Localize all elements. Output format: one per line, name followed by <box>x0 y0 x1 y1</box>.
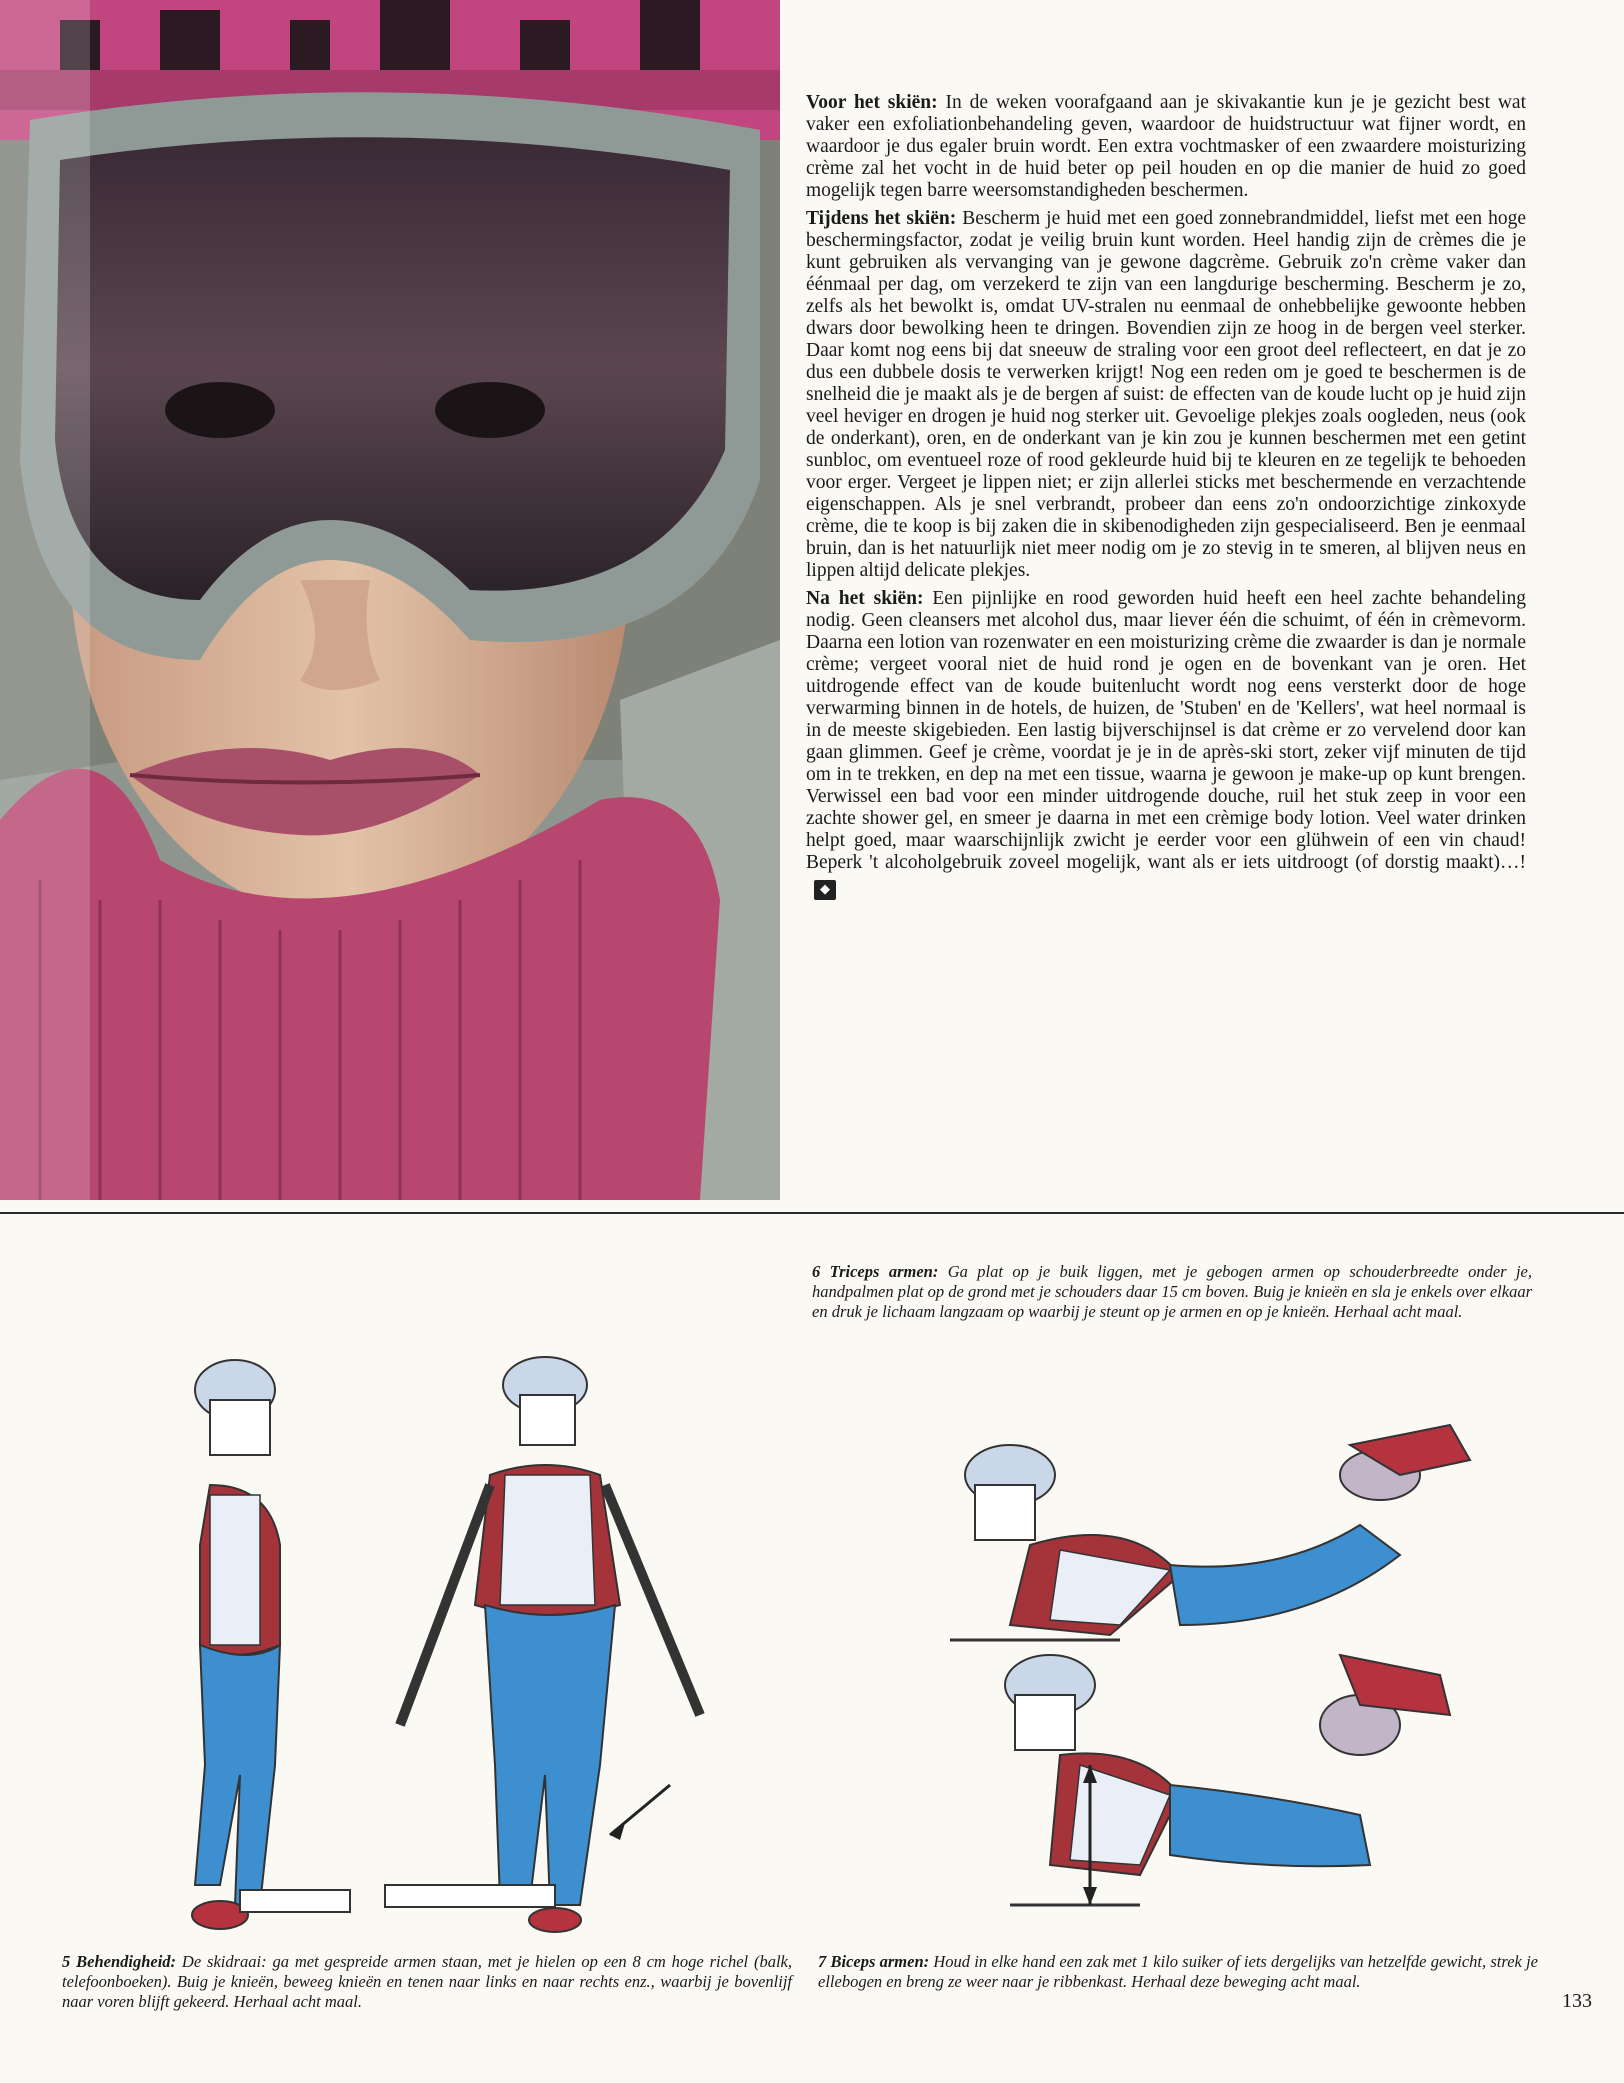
caption-triceps-title: 6 Triceps armen: <box>812 1262 939 1281</box>
section-divider <box>0 1212 1624 1214</box>
cat-logo-icon: ◆ <box>814 880 836 900</box>
caption-biceps <box>818 1952 1538 1992</box>
caption-triceps-text: Ga plat op je buik liggen, met je gebogen armen op schouderbreedte onder je, handpalmen plat op de grond met je schouders daar 15 cm boven. Buig je knieën en sla je enkels over elkaar en druk je lichaam langzaam op waarbij je steunt op je armen en op je knieën. Herhaal acht maal. <box>812 1262 1532 1321</box>
text-voor: In de weken voorafgaand aan je skivakantie kun je je gezicht best wat vaker een exfoliationbehandeling geven, waardoor de huidstructuur wat fijner wordt, en waardoor je dus egaler bruin wordt. Een extra vochtmasker of een zwaardere moisturizing crème zal het vocht in de huid beter op peil houden en op die manier de huid zo goed mogelijk tegen barre weersomstandigheden beschermen. <box>806 92 1526 201</box>
page-number: 133 <box>1562 1990 1592 2012</box>
heading-voor: Voor het skiën: <box>806 92 938 113</box>
text-na: Een pijnlijke en rood geworden huid heeft een heel zachte behandeling nodig. Geen cleansers met alcohol dus, maar liever één die schuimt, of één in crèmevorm. Daarna een lotion van rozenwater en een moisturizing crème die zwaarder is dan je normale crème; vergeet vooral niet de huid rond je ogen en de bovenkant van je oren. Het uitdrogende effect van de koude buitenlucht wordt nog eens versterkt door de hoge verwarming binnen in de hotels, de huizen, de 'Stuben' en de 'Kellers', wat heel normaal is in de meeste skigebieden. Een lastig bijverschijnsel is dat crème er zo vervelend door kan gaan glimmen. Geef je crème, voordat je je in de après-ski stort, zeker vijf minuten de tijd om in te trekken, en dep na met een tissue, waarna je gewoon je make-up op kunt brengen. Verwissel een bad voor een minder uitdrogende douche, ruil het stuk zeep in voor een zachte shower gel, en smeer je daarna in met een crèmige body lotion. Veel water drinken helpt goed, maar waarschijnlijk zwicht je eerder voor een glühwein of een vin chaud! Beperk 't alcoholgebruik zoveel mogelijk, want als er iets uitdroogt (of dorstig maakt)…! <box>806 588 1526 873</box>
caption-dexterity-text: De skidraai: ga met gespreide armen staan, met je hielen op een 8 cm hoge richel (balk, telefoonboeken). Buig je knieën, beweeg knieën en tenen naar links en naar rechts enz., waarbij je bovenlijf naar voren blijft gekeerd. Herhaal acht maal. <box>62 1952 792 2011</box>
illustration-dexterity-side <box>140 1345 370 1935</box>
caption-biceps-text: Houd in elke hand een zak met 1 kilo suiker of iets dergelijks van hetzelfde gewicht, strek je ellebogen en breng ze weer naar je ribbenkast. Herhaal deze beweging acht maal. <box>818 1952 1538 1991</box>
text-tijdens: Bescherm je huid met een goed zonnebrandmiddel, liefst met een hoge beschermingsfactor, zodat je veilig bruin kunt worden. Heel handig zijn de crèmes die je kunt gebruiken als vervanging van je gewone dagcrème. Gebruik zo'n crème vaker dan éénmaal per dag, om verzekerd te zijn van een langdurige bescherming. Bescherm je zo, zelfs als het bewolkt is, omdat UV-stralen nu eenmaal de onhebbelijke gewoonte hebben dwars door bewolking heen te dringen. Bovendien zijn ze hoog in de bergen veel sterker. Daar komt nog eens bij dat sneeuw de straling voor een groot deel reflecteert, en dat je zo dus een dubbele dosis te verwerken krijgt! Nog een reden om je goed te beschermen is de snelheid die je maakt als je de bergen af suist: de effecten van de koude lucht op je huid zijn veel heviger en drogen je huid nog sterker uit. Gevoelige plekjes zoals oogleden, neus (ook de onderkant), oren, en de onderkant van je kin zou je kunnen beschermen met een getint sunbloc, om eventueel roze of rood gekleurde huid bij te kleuren en ze tegelijk te behoeden voor erger. Vergeet je lippen niet; er zijn allerlei sticks met beschermende en verzachtende eigenschappen. Als je snel verbrandt, probeer dan eens zo'n ondoorzichtige zinkoxyde crème, die te koop is bij zaken die in skibenodigheden zijn gespecialiseerd. Ben je eenmaal bruin, dan is het natuurlijk niet meer nodig om je zo stevig in te smeren, al blijven neus en lippen altijd delicate plekjes. <box>806 208 1527 581</box>
heading-na: Na het skiën: <box>806 588 924 609</box>
paragraph-tijdens <box>806 208 1526 582</box>
heading-tijdens: Tijdens het skiën: <box>806 208 957 229</box>
caption-triceps <box>812 1262 1532 1322</box>
caption-dexterity-title: 5 Behendigheid: <box>62 1952 177 1971</box>
caption-dexterity <box>62 1952 792 2012</box>
skier-photo <box>0 0 780 1200</box>
illustration-dexterity-front <box>380 1345 720 1935</box>
paragraph-voor <box>806 92 1526 202</box>
caption-biceps-title: 7 Biceps armen: <box>818 1952 930 1971</box>
illustration-biceps <box>940 1635 1500 1915</box>
article-body <box>806 92 1526 906</box>
paragraph-na <box>806 588 1526 900</box>
